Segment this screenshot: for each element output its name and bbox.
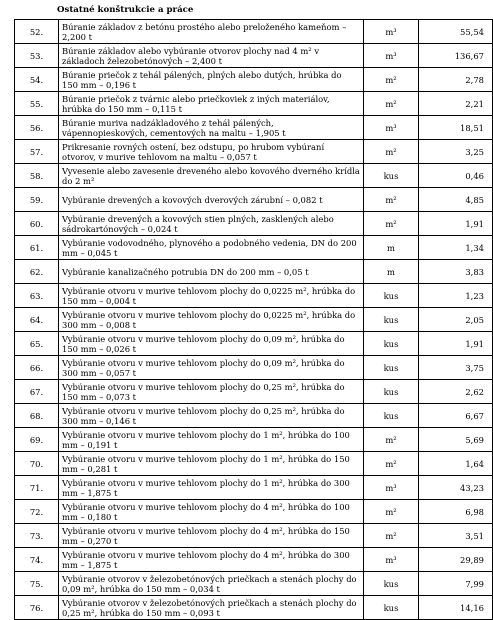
row-number: 71. <box>15 476 59 500</box>
unit: m² <box>364 92 419 116</box>
item-description: Vybúranie otvoru v murive tehlovom plochy do 0,0225 m², hrúbka do 300 mm – 0,008 t <box>59 308 364 332</box>
item-description: Vybúranie otvoru v murive tehlovom plochy do 0,09 m², hrúbka do 150 mm – 0,026 t <box>59 332 364 356</box>
table-row <box>15 284 493 308</box>
unit: m³ <box>364 548 419 572</box>
table-row <box>15 44 493 68</box>
unit: kus <box>364 356 419 380</box>
table-row <box>15 140 493 164</box>
table-row <box>15 452 493 476</box>
row-number: 66. <box>15 356 59 380</box>
row-number: 70. <box>15 452 59 476</box>
row-number: 52. <box>15 20 59 44</box>
item-description: Vybúranie otvoru v murive tehlovom plochy do 1 m², hrúbka do 100 mm – 0,191 t <box>59 428 364 452</box>
table-row <box>15 308 493 332</box>
unit: m² <box>364 428 419 452</box>
unit: m³ <box>364 476 419 500</box>
unit: m <box>364 236 419 260</box>
table-row <box>15 332 493 356</box>
unit: m² <box>364 500 419 524</box>
item-description: Vybúranie vodovodného, plynového a podobného vedenia, DN do 200 mm – 0,045 t <box>59 236 364 260</box>
row-number: 69. <box>15 428 59 452</box>
item-description: Vybúranie otvoru v murive tehlovom plochy do 1 m², hrúbka do 150 mm – 0,281 t <box>59 452 364 476</box>
quantity: 3,75 <box>419 356 493 380</box>
quantity: 136,67 <box>419 44 493 68</box>
quantity: 2,05 <box>419 308 493 332</box>
unit: kus <box>364 308 419 332</box>
table-row <box>15 500 493 524</box>
row-number: 63. <box>15 284 59 308</box>
row-number: 74. <box>15 548 59 572</box>
item-description: Vybúranie otvoru v murive tehlovom plochy do 0,25 m², hrúbka do 150 mm – 0,073 t <box>59 380 364 404</box>
row-number: 62. <box>15 260 59 284</box>
item-description: Vybúranie otvoru v murive tehlovom plochy do 4 m², hrúbka do 300 mm – 1,875 t <box>59 548 364 572</box>
item-description: Búranie priečok z tehál pálených, plných alebo dutých, hrúbka do 150 mm – 0,196 t <box>59 68 364 92</box>
table-row <box>15 380 493 404</box>
quantity: 2,21 <box>419 92 493 116</box>
unit: kus <box>364 332 419 356</box>
quantity: 55,54 <box>419 20 493 44</box>
table-row <box>15 188 493 212</box>
item-description: Vybúranie otvoru v murive tehlovom plochy do 1 m², hrúbka do 300 mm – 1,875 t <box>59 476 364 500</box>
row-number: 60. <box>15 212 59 236</box>
item-description: Vybúranie drevených a kovových dverových zárubní – 0,082 t <box>59 188 364 212</box>
table-row <box>15 548 493 572</box>
quantity: 6,67 <box>419 404 493 428</box>
quantity: 43,23 <box>419 476 493 500</box>
quantity: 29,89 <box>419 548 493 572</box>
quantity: 14,16 <box>419 596 493 620</box>
quantity: 2,78 <box>419 68 493 92</box>
table-row <box>15 404 493 428</box>
price-table <box>14 19 493 620</box>
table-body <box>15 20 493 620</box>
table-row <box>15 92 493 116</box>
item-description: Vybúranie otvorov v železobetónových priečkach a stenách plochy do 0,09 m², hrúbka do 150 mm – 0,034 t <box>59 572 364 596</box>
unit: m² <box>364 452 419 476</box>
quantity: 0,46 <box>419 164 493 188</box>
table-row <box>15 356 493 380</box>
item-description: Vybúranie otvoru v murive tehlovom plochy do 0,0225 m², hrúbka do 150 mm – 0,004 t <box>59 284 364 308</box>
table-row <box>15 476 493 500</box>
quantity: 1,64 <box>419 452 493 476</box>
item-description: Búranie základov z betónu prostého alebo preloženého kameňom – 2,200 t <box>59 20 364 44</box>
unit: m² <box>364 188 419 212</box>
item-description: Vybúranie kanalizačného potrubia DN do 200 mm – 0,05 t <box>59 260 364 284</box>
item-description: Vybúranie otvoru v murive tehlovom plochy do 4 m², hrúbka do 100 mm – 0,180 t <box>59 500 364 524</box>
unit: kus <box>364 596 419 620</box>
table-row <box>15 20 493 44</box>
item-description: Vybúranie drevených a kovových stien plných, zasklených alebo sádrokartónových – 0,024 t <box>59 212 364 236</box>
unit: m³ <box>364 116 419 140</box>
row-number: 65. <box>15 332 59 356</box>
unit: m² <box>364 140 419 164</box>
row-number: 57. <box>15 140 59 164</box>
unit: m³ <box>364 44 419 68</box>
table-row <box>15 116 493 140</box>
unit: m² <box>364 68 419 92</box>
row-number: 56. <box>15 116 59 140</box>
item-description: Vybúranie otvoru v murive tehlovom plochy do 0,25 m², hrúbka do 300 mm – 0,146 t <box>59 404 364 428</box>
item-description: Vybúranie otvorov v železobetónových priečkach a stenách plochy do 0,25 m², hrúbka do 150 mm – 0,093 t <box>59 596 364 620</box>
quantity: 7,99 <box>419 572 493 596</box>
quantity: 3,83 <box>419 260 493 284</box>
unit: m³ <box>364 20 419 44</box>
row-number: 54. <box>15 68 59 92</box>
row-number: 55. <box>15 92 59 116</box>
unit: m² <box>364 524 419 548</box>
quantity: 1,23 <box>419 284 493 308</box>
item-description: Vybúranie otvoru v murive tehlovom plochy do 4 m², hrúbka do 150 mm – 0,270 t <box>59 524 364 548</box>
quantity: 1,91 <box>419 212 493 236</box>
row-number: 67. <box>15 380 59 404</box>
item-description: Vyvesenie alebo zavesenie dreveného alebo kovového dverného krídla do 2 m² <box>59 164 364 188</box>
quantity: 3,25 <box>419 140 493 164</box>
unit: kus <box>364 380 419 404</box>
unit: kus <box>364 572 419 596</box>
table-row <box>15 524 493 548</box>
quantity: 6,98 <box>419 500 493 524</box>
row-number: 58. <box>15 164 59 188</box>
row-number: 73. <box>15 524 59 548</box>
unit: m <box>364 260 419 284</box>
table-row <box>15 236 493 260</box>
section-title: Ostatné konštrukcie a práce <box>57 5 194 15</box>
quantity: 2,62 <box>419 380 493 404</box>
row-number: 61. <box>15 236 59 260</box>
table-row <box>15 212 493 236</box>
table-row <box>15 260 493 284</box>
quantity: 5,69 <box>419 428 493 452</box>
quantity: 18,51 <box>419 116 493 140</box>
unit: m² <box>364 212 419 236</box>
row-number: 72. <box>15 500 59 524</box>
table-row <box>15 572 493 596</box>
quantity: 1,34 <box>419 236 493 260</box>
unit: kus <box>364 404 419 428</box>
item-description: Búranie priečok z tvárnic alebo priečkoviek z iných materiálov, hrúbka do 150 mm – 0,115 t <box>59 92 364 116</box>
row-number: 64. <box>15 308 59 332</box>
item-description: Vybúranie otvoru v murive tehlovom plochy do 0,09 m², hrúbka do 300 mm – 0,057 t <box>59 356 364 380</box>
quantity: 1,91 <box>419 332 493 356</box>
row-number: 76. <box>15 596 59 620</box>
item-description: Búranie muriva nadzákladového z tehál pálených, vápennopieskových, cementových na maltu – 1,905 t <box>59 116 364 140</box>
item-description: Búranie základov alebo vybúranie otvorov plochy nad 4 m² v základoch železobetónových – 2,400 t <box>59 44 364 68</box>
table-row <box>15 596 493 620</box>
unit: kus <box>364 164 419 188</box>
quantity: 3,51 <box>419 524 493 548</box>
row-number: 68. <box>15 404 59 428</box>
row-number: 53. <box>15 44 59 68</box>
row-number: 75. <box>15 572 59 596</box>
table-row <box>15 68 493 92</box>
table-row <box>15 428 493 452</box>
quantity: 4,85 <box>419 188 493 212</box>
row-number: 59. <box>15 188 59 212</box>
table-row <box>15 164 493 188</box>
item-description: Prikresanie rovných ostení, bez odstupu, po hrubom vybúraní otvorov, v murive tehlovom na maltu – 0,057 t <box>59 140 364 164</box>
unit: kus <box>364 284 419 308</box>
